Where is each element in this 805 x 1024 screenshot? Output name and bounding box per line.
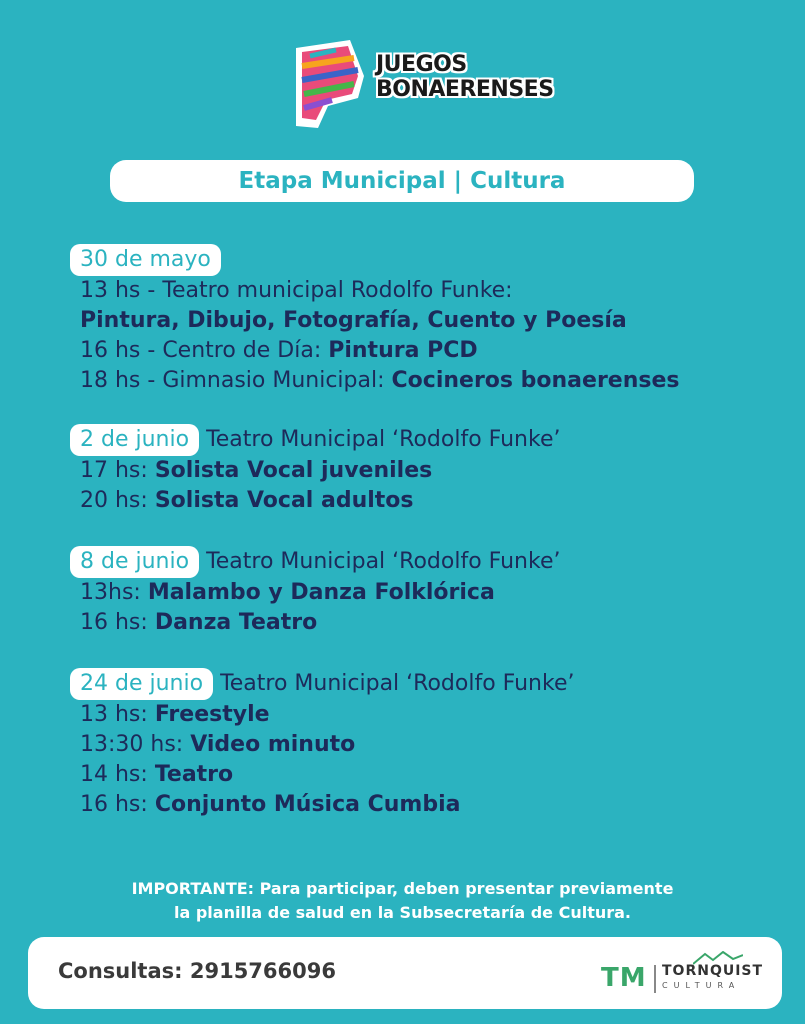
date-badge: 2 de junio <box>70 424 199 456</box>
schedule-line: 13 hs: Freestyle <box>80 702 270 727</box>
schedule-line: 13:30 hs: Video minuto <box>80 732 356 757</box>
schedule-line: 13 hs - Teatro municipal Rodolfo Funke: <box>80 278 513 303</box>
cultura-subtitle: CULTURA <box>662 981 741 990</box>
schedule-line: Pintura, Dibujo, Fotografía, Cuento y Poesía <box>80 308 627 333</box>
logo-divider <box>654 965 656 993</box>
schedule-line: 13hs: Malambo y Danza Folklórica <box>80 580 495 605</box>
schedule-block <box>70 546 560 638</box>
date-badge: 24 de junio <box>70 668 213 700</box>
footer-bar <box>28 937 782 1009</box>
schedule-line: 16 hs: Danza Teatro <box>80 610 318 635</box>
important-notice <box>0 877 805 925</box>
tm-logo: TM <box>601 963 647 993</box>
schedule-line: 18 hs - Gimnasio Municipal: Cocineros bonaerenses <box>80 368 680 393</box>
schedule-line: 16 hs: Conjunto Música Cumbia <box>80 792 461 817</box>
schedule-line: 16 hs - Centro de Día: Pintura PCD <box>80 338 478 363</box>
stage-title: Etapa Municipal | Cultura <box>110 160 694 202</box>
juegos-bonaerenses-logo <box>288 36 578 136</box>
contact-phone[interactable]: Consultas: 2915766096 <box>58 959 336 983</box>
logo-line1: JUEGOS <box>376 52 467 77</box>
date-badge: 8 de junio <box>70 546 199 578</box>
schedule-line: 14 hs: Teatro <box>80 762 234 787</box>
schedule-block <box>70 668 574 820</box>
important-line2: la planilla de salud en la Subsecretaría de Cultura. <box>173 903 631 922</box>
logo-line2: BONAERENSES <box>376 77 554 102</box>
venue-label: Teatro Municipal ‘Rodolfo Funke’ <box>220 671 575 696</box>
schedule-block <box>70 244 680 396</box>
schedule-line: 20 hs: Solista Vocal adultos <box>80 488 414 513</box>
tornquist-brand: TORNQUIST <box>662 963 764 979</box>
province-map-icon <box>288 36 368 132</box>
schedule-line: 17 hs: Solista Vocal juveniles <box>80 458 433 483</box>
schedule-block <box>70 424 560 516</box>
venue-label: Teatro Municipal ‘Rodolfo Funke’ <box>206 427 561 452</box>
date-badge: 30 de mayo <box>70 244 221 276</box>
venue-label: Teatro Municipal ‘Rodolfo Funke’ <box>206 549 561 574</box>
important-line1: IMPORTANTE: Para participar, deben presentar previamente <box>131 879 674 898</box>
